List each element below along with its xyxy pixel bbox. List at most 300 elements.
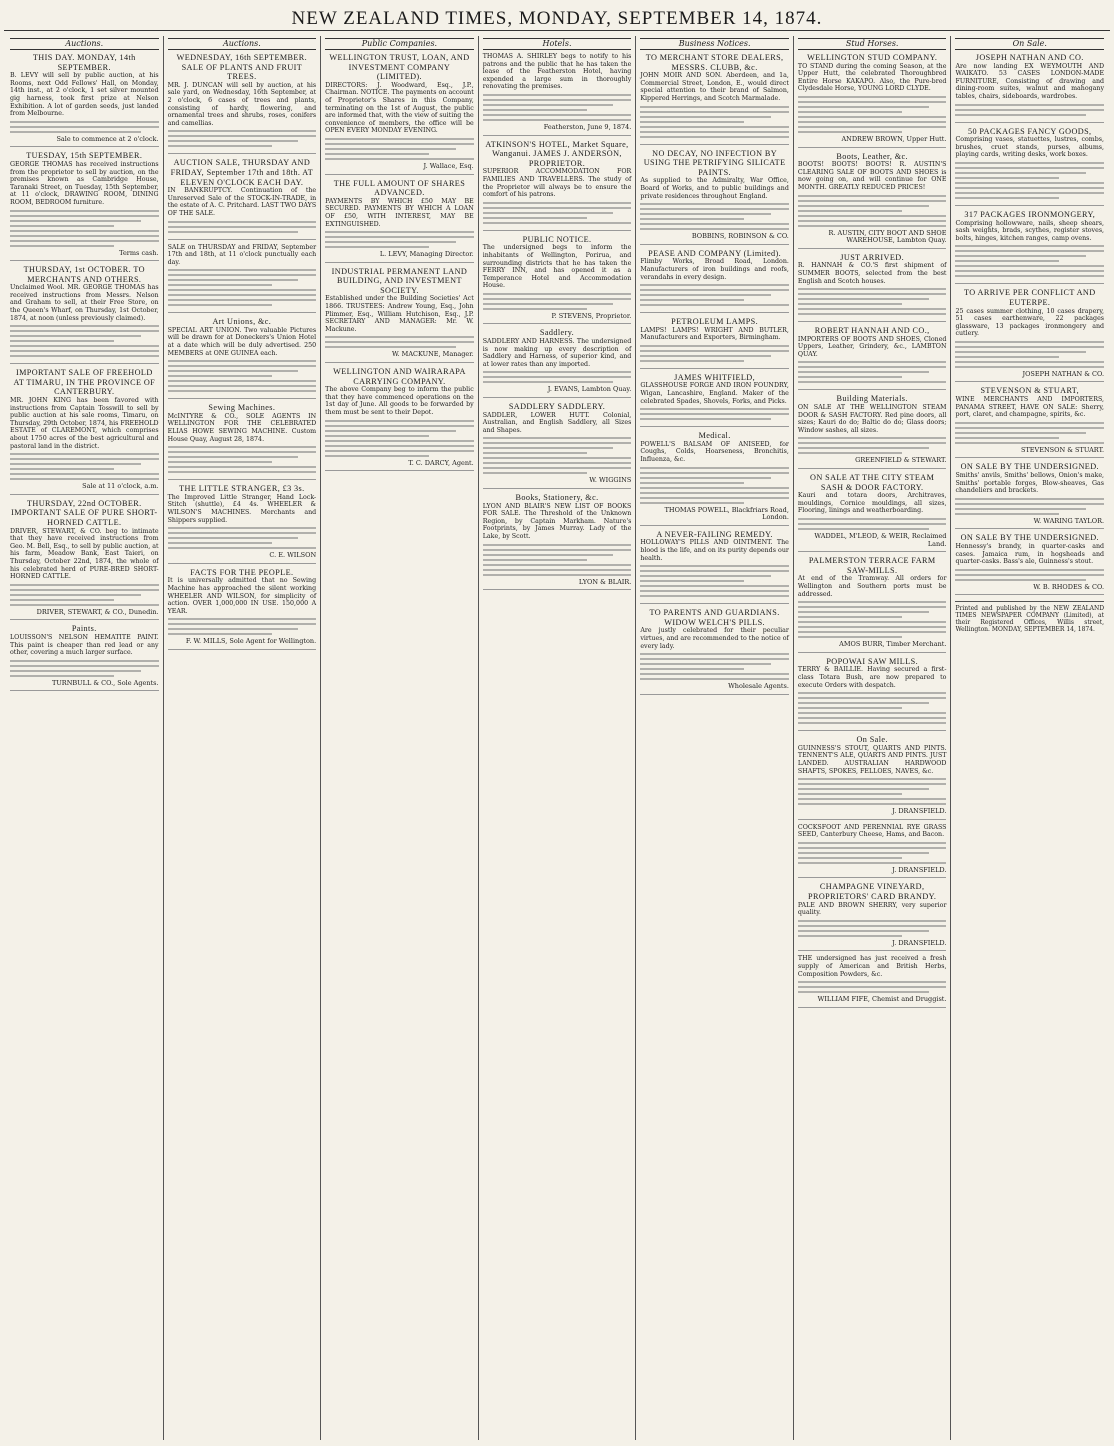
print-line bbox=[798, 101, 947, 103]
ad-title: ROBERT HANNAH AND CO., bbox=[814, 326, 930, 336]
print-line bbox=[955, 109, 1104, 111]
print-line bbox=[10, 453, 159, 455]
print-line bbox=[640, 477, 771, 479]
advertisement bbox=[640, 149, 789, 245]
ad-signature: F. W. MILLS, Sole Agent for Wellington. bbox=[185, 637, 317, 646]
small-print-lines bbox=[483, 437, 632, 474]
small-print-lines bbox=[325, 138, 474, 160]
ad-body: POWELL'S BALSAM OF ANISEED, for Coughs, Colds, Hoarseness, Bronchitis, Influenza, &c. bbox=[640, 440, 789, 464]
ad-body: Are now landing EX WEYMOUTH AND WAIKATO. 53 CASES LONDON-MADE FURNITURE, Consisting of drawing and dining-room suites, walnut and mahogany tables, chairs, sideboards, wardrobes. bbox=[955, 62, 1105, 100]
print-line bbox=[798, 298, 929, 300]
print-line bbox=[640, 653, 789, 655]
print-line bbox=[10, 335, 141, 337]
print-line bbox=[168, 370, 299, 372]
print-line bbox=[483, 99, 632, 101]
print-line bbox=[798, 288, 947, 290]
print-line bbox=[640, 487, 789, 489]
small-print-lines bbox=[168, 446, 317, 473]
print-line bbox=[798, 783, 947, 785]
ad-signature: WADDEL, M'LEOD, & WEIR, Reclaimed Land. bbox=[814, 532, 947, 548]
ad-signature: J. DRANSFIELD. bbox=[892, 807, 947, 816]
small-print-lines bbox=[10, 210, 159, 247]
print-line bbox=[955, 508, 1086, 510]
small-print-lines bbox=[483, 202, 632, 224]
print-line bbox=[798, 111, 902, 113]
print-line bbox=[798, 606, 947, 608]
print-line bbox=[10, 458, 159, 460]
print-line bbox=[798, 376, 902, 378]
ad-title: TO MERCHANT STORE DEALERS, MESSRS. CLUBB, &c. bbox=[645, 53, 784, 72]
ad-signature: TURNBULL & CO., Sole Agents. bbox=[51, 678, 159, 687]
small-print-lines bbox=[168, 527, 317, 549]
print-line bbox=[640, 126, 789, 128]
small-print-lines bbox=[10, 453, 159, 480]
advertisement bbox=[798, 253, 947, 322]
print-line bbox=[640, 565, 789, 567]
ad-signature: Wholesale Agents. bbox=[728, 682, 789, 691]
ad-signature: W. B. RHODES & CO. bbox=[1033, 582, 1105, 591]
advertisement bbox=[10, 151, 159, 261]
print-line bbox=[798, 210, 902, 212]
small-print-lines bbox=[798, 437, 947, 454]
print-line bbox=[798, 447, 929, 449]
print-line bbox=[325, 435, 429, 437]
advertisement bbox=[798, 394, 947, 469]
advertisement bbox=[325, 179, 474, 263]
print-line bbox=[10, 463, 141, 465]
print-line bbox=[798, 195, 947, 197]
small-print-lines bbox=[483, 544, 632, 576]
print-line bbox=[168, 385, 317, 387]
print-line bbox=[168, 527, 317, 529]
ad-title: Sewing Machines. bbox=[208, 403, 276, 413]
advertisement bbox=[955, 127, 1104, 206]
ad-body: As supplied to the Admiralty, War Office, Board of Works, and to public buildings and private residences throughout England. bbox=[640, 177, 789, 200]
print-line bbox=[798, 717, 947, 719]
ad-title: TO PARENTS AND GUARDIANS. WIDOW WELCH'S PILLS. bbox=[649, 608, 780, 627]
print-line bbox=[168, 304, 272, 306]
print-line bbox=[325, 236, 474, 238]
section-heading: Auctions. bbox=[10, 38, 159, 50]
ad-body: Unclaimed Wool. MR. GEORGE THOMAS has received instructions from Messrs. Nelson and Graham to sell, at their Free Store, on the Queen's Wharf, on Thursday, 1st October, 1874, at noon (unless previously claimed). bbox=[10, 284, 159, 322]
print-line bbox=[483, 574, 632, 576]
column-5 bbox=[635, 36, 793, 1440]
print-line bbox=[955, 341, 1104, 343]
advertisement bbox=[325, 53, 474, 175]
advertisement bbox=[798, 326, 947, 390]
print-line bbox=[798, 303, 902, 305]
advertisement bbox=[10, 624, 159, 691]
ad-body: SUPERIOR ACCOMMODATION FOR FAMILIES AND TRAVELLERS. The study of the Proprietor will always be to ensure the comfort of his patrons. bbox=[482, 168, 632, 199]
ad-title: INDUSTRIAL PERMANENT LAND BUILDING, AND INVESTMENT SOCIETY. bbox=[331, 266, 468, 295]
print-line bbox=[640, 228, 789, 230]
print-line bbox=[483, 554, 614, 556]
print-line bbox=[798, 925, 947, 927]
print-line bbox=[325, 425, 474, 427]
ad-signature: AMOS BURR, Timber Merchant. bbox=[839, 640, 947, 649]
ad-signature: Terms cash. bbox=[119, 248, 159, 257]
ad-signature: R. AUSTIN, CITY BOOT AND SHOE WAREHOUSE, Lambton Quay. bbox=[828, 228, 947, 245]
ad-body: HOLLOWAY'S PILLS AND OINTMENT. The blood is the life, and on its purity depends our health. bbox=[640, 539, 789, 562]
print-line bbox=[168, 375, 272, 377]
print-line bbox=[168, 623, 317, 625]
print-line bbox=[798, 528, 929, 530]
print-line bbox=[955, 361, 1104, 363]
ad-signature: L. LEVY, Managing Director. bbox=[379, 250, 474, 259]
ad-title: THURSDAY, 22nd OCTOBER. IMPORTANT SALE OF PURE SHORT-HORNED CATTLE. bbox=[11, 498, 158, 527]
print-line bbox=[10, 604, 159, 606]
print-line bbox=[640, 136, 789, 138]
ad-body: COCKSFOOT AND PERENNIAL RYE GRASS SEED, Canterbury Cheese, Hams, and Bacon. bbox=[797, 823, 947, 839]
print-line bbox=[955, 422, 1104, 424]
print-line bbox=[483, 457, 632, 459]
ad-title: PUBLIC NOTICE. bbox=[522, 234, 592, 244]
print-line bbox=[483, 308, 587, 310]
ad-title: TUESDAY, 15th SEPTEMBER. bbox=[26, 151, 143, 161]
small-print-lines bbox=[168, 221, 317, 233]
ad-body: LOUISSON'S NELSON HEMATITE PAINT. This paint is cheaper than red lead or any other, covering a much larger surface. bbox=[10, 633, 159, 657]
ad-title: PALMERSTON TERRACE FARM SAW-MILLS. bbox=[808, 556, 936, 575]
section-heading: Stud Horses. bbox=[798, 38, 947, 50]
print-line bbox=[798, 106, 929, 108]
ad-body: BOOTS! BOOTS! BOOTS! R. AUSTIN'S CLEARING SALE OF BOOTS AND SHOES is now going on, and will continue for ONE MONTH. GREATLY REDUCED PRICES! bbox=[797, 161, 947, 191]
print-line bbox=[640, 418, 771, 420]
ad-body: MR. JOHN KING has been favored with instructions from Captain Tosswill to sell by public auction at his sale rooms, Timaru, on Thursday, 29th October, 1874, his FREEHOLD ESTATE of CLAREMONT, which comprises about 1750 acres of the best agricultural and pastoral land in the district. bbox=[10, 397, 159, 450]
small-print-lines bbox=[640, 203, 789, 230]
print-line bbox=[955, 270, 1104, 272]
ad-title: AUCTION SALE, THURSDAY AND FRIDAY, September 17th and 18th. AT ELEVEN O'CLOCK EACH DAY. bbox=[170, 158, 314, 187]
print-line bbox=[640, 355, 771, 357]
advertisement bbox=[483, 328, 632, 398]
print-line bbox=[640, 413, 789, 415]
advertisement bbox=[483, 402, 632, 489]
ad-title: ON SALE BY THE UNDERSIGNED. bbox=[960, 533, 1099, 543]
ad-title: STEVENSON & STUART, bbox=[980, 386, 1080, 396]
section-heading: On Sale. bbox=[955, 38, 1104, 50]
small-print-lines bbox=[798, 96, 947, 133]
print-line bbox=[798, 930, 929, 932]
print-line bbox=[10, 589, 159, 591]
print-line bbox=[798, 636, 902, 638]
ad-signature: WILLIAM FIFE, Chemist and Druggist. bbox=[817, 995, 947, 1004]
small-print-lines bbox=[10, 121, 159, 133]
small-print-lines bbox=[955, 498, 1104, 515]
ad-body: TO STAND during the coming Season, at the Upper Hutt, the celebrated Thoroughbred Entire Horse KAKAPO. Also, the Pure-bred Clydesdale Horse, YOUNG LORD CLYDE. bbox=[797, 62, 947, 93]
ad-signature: Featherston, June 9, 1874. bbox=[543, 122, 632, 131]
print-line bbox=[168, 446, 317, 448]
print-line bbox=[798, 116, 947, 118]
ad-title: PETROLEUM LAMPS. bbox=[671, 317, 759, 327]
print-line bbox=[640, 590, 789, 592]
ad-title: SADDLERY SADDLERY. bbox=[508, 402, 606, 412]
print-line bbox=[483, 564, 632, 566]
print-line bbox=[325, 430, 456, 432]
print-line bbox=[483, 293, 632, 295]
column-2 bbox=[163, 36, 321, 1440]
print-line bbox=[325, 346, 456, 348]
print-line bbox=[10, 670, 141, 672]
ad-title: JOSEPH NATHAN AND CO. bbox=[975, 53, 1084, 62]
print-line bbox=[483, 467, 632, 469]
print-line bbox=[955, 245, 1104, 247]
print-line bbox=[955, 574, 1104, 576]
print-line bbox=[10, 350, 159, 352]
print-line bbox=[168, 294, 317, 296]
print-line bbox=[325, 143, 474, 145]
advertisement bbox=[955, 533, 1104, 595]
print-line bbox=[955, 442, 1104, 444]
print-line bbox=[955, 114, 1086, 116]
ad-body: TERRY & BAILLIE. Having secured a first-class Totara Bush, are now prepared to execute Orders with despatch. bbox=[797, 666, 947, 689]
ad-body: Comprising vases, statuettes, lustres, combs, brushes, cruet stands, purses, albums, playing cards, writing desks, work boxes. bbox=[955, 136, 1105, 159]
advertisement bbox=[798, 955, 947, 1007]
print-line bbox=[10, 240, 159, 242]
ad-title: Boots, Leather, &c. bbox=[836, 151, 908, 161]
print-line bbox=[955, 250, 1104, 252]
ad-signature: ANDREW BROWN, Upper Hutt. bbox=[841, 134, 947, 143]
advertisement bbox=[955, 210, 1104, 284]
advertisement bbox=[325, 267, 474, 363]
print-line bbox=[798, 986, 947, 988]
print-line bbox=[640, 482, 744, 484]
ad-signature: J. Wallace, Esq. bbox=[423, 161, 474, 170]
print-line bbox=[798, 361, 947, 363]
print-line bbox=[798, 616, 902, 618]
print-line bbox=[640, 350, 789, 352]
print-line bbox=[798, 798, 947, 800]
print-line bbox=[10, 660, 159, 662]
advertisement bbox=[798, 882, 947, 951]
print-line bbox=[325, 246, 429, 248]
ad-signature: Sale to commence at 2 o'clock. bbox=[56, 134, 159, 143]
print-line bbox=[325, 336, 474, 338]
print-line bbox=[483, 376, 632, 378]
advertisement bbox=[798, 152, 947, 249]
print-line bbox=[798, 778, 947, 780]
ad-body: SPECIAL ART UNION. Two valuable Pictures will be drawn for at Doneckers's Union Hotel at a date which will be duly advertised. 250 MEMBERS at ONE GUINEA each. bbox=[167, 326, 317, 357]
advertisement bbox=[798, 556, 947, 653]
ad-signature: Sale at 11 o'clock, a.m. bbox=[82, 482, 159, 491]
print-line bbox=[483, 119, 632, 121]
ad-title: Building Materials. bbox=[836, 394, 908, 404]
section-heading: Hotels. bbox=[483, 38, 632, 50]
print-line bbox=[955, 579, 1086, 581]
ad-body: IN BANKRUPTCY. Continuation of the Unreserved Sale of the STOCK-IN-TRADE, in the estate of A. C. Pritchard. LAST TWO DAYS OF THE SALE. bbox=[167, 187, 317, 217]
small-print-lines bbox=[325, 420, 474, 457]
advertisement bbox=[168, 53, 317, 154]
ad-body: LAMPS! LAMPS! WRIGHT AND BUTLER, Manufacturers and Exporters, Birmingham. bbox=[640, 326, 789, 342]
print-line bbox=[168, 547, 317, 549]
masthead: NEW ZEALAND TIMES, MONDAY, SEPTEMBER 14, 1874. bbox=[291, 8, 823, 29]
print-line bbox=[798, 702, 929, 704]
small-print-lines bbox=[325, 336, 474, 348]
small-print-lines bbox=[798, 601, 947, 638]
print-line bbox=[483, 381, 614, 383]
print-line bbox=[798, 381, 947, 383]
print-line bbox=[798, 920, 947, 922]
ad-body: PALE AND BROWN SHERRY, very superior quality. bbox=[797, 901, 947, 917]
print-line bbox=[10, 594, 141, 596]
advertisement bbox=[955, 53, 1104, 123]
ad-title: Saddlery. bbox=[539, 328, 575, 338]
print-line bbox=[10, 473, 159, 475]
small-print-lines bbox=[955, 104, 1104, 116]
print-line bbox=[640, 408, 789, 410]
small-print-lines bbox=[955, 162, 1104, 199]
print-line bbox=[955, 351, 1086, 353]
ad-signature: C. E. WILSON bbox=[269, 551, 317, 560]
print-line bbox=[640, 111, 789, 113]
print-line bbox=[798, 803, 947, 805]
print-line bbox=[640, 570, 789, 572]
ad-title: TO ARRIVE PER CONFLICT AND EUTERPE. bbox=[963, 288, 1096, 307]
column-3 bbox=[320, 36, 478, 1440]
ad-body: 25 cases summer clothing, 10 cases drapery, 51 cases earthenware, 22 packages glassware, 13 packages ironmongery and cutlery. bbox=[955, 307, 1105, 338]
print-line bbox=[483, 298, 632, 300]
ad-body: IMPORTERS OF BOOTS AND SHOES, Cloned Uppers, Leather, Grindery, &c., LAMBTON QUAY. bbox=[797, 335, 947, 358]
print-line bbox=[798, 220, 947, 222]
ad-title: THURSDAY, 1st OCTOBER. TO MERCHANTS AND OTHERS. bbox=[23, 265, 145, 284]
ad-body: LYON AND BLAIR'S NEW LIST OF BOOKS FOR SALE. The Threshold of the Unknown Region, by Captain Markham. Nature's Footprints, by James Murray. Lady of the Lake, by Scott. bbox=[482, 502, 632, 540]
print-line bbox=[640, 580, 744, 582]
print-line bbox=[483, 437, 632, 439]
print-line bbox=[168, 365, 317, 367]
print-line bbox=[168, 231, 299, 233]
print-line bbox=[168, 618, 317, 620]
small-print-lines bbox=[640, 345, 789, 362]
print-line bbox=[798, 523, 947, 525]
ad-signature: JOSEPH NATHAN & CO. bbox=[1022, 369, 1105, 378]
print-line bbox=[640, 213, 771, 215]
ad-title: On Sale. bbox=[856, 735, 888, 745]
ad-body: Are justly celebrated for their peculiar virtues, and are recommended to the notice of every lady. bbox=[640, 627, 789, 650]
print-line bbox=[640, 208, 789, 210]
print-line bbox=[168, 274, 317, 276]
print-line bbox=[798, 852, 929, 854]
ad-body: THE undersigned has just received a fresh supply of American and British Herbs, Composition Powders, &c. bbox=[797, 955, 947, 978]
print-line bbox=[483, 222, 632, 224]
print-line bbox=[325, 450, 474, 452]
advertisement bbox=[168, 484, 317, 564]
advertisement bbox=[798, 53, 947, 148]
print-line bbox=[483, 544, 632, 546]
print-line bbox=[640, 658, 789, 660]
print-line bbox=[955, 182, 1104, 184]
ad-title: ON SALE BY THE UNDERSIGNED. bbox=[960, 462, 1099, 472]
ad-title: IMPORTANT SALE OF FREEHOLD AT TIMARU, IN THE PROVINCE OF CANTERBURY. bbox=[13, 368, 156, 397]
ad-title: THIS DAY. MONDAY, 14th SEPTEMBER. bbox=[32, 53, 136, 72]
ad-signature: T. C. DARCY, Agent. bbox=[408, 458, 474, 467]
print-line bbox=[798, 601, 947, 603]
print-line bbox=[955, 437, 1059, 439]
advertisement bbox=[798, 657, 947, 731]
section-heading: Business Notices. bbox=[640, 38, 789, 50]
print-line bbox=[483, 202, 632, 204]
print-line bbox=[955, 265, 1104, 267]
print-line bbox=[10, 215, 159, 217]
print-line bbox=[955, 513, 1059, 515]
ad-signature: J. EVANS, Lambton Quay. bbox=[547, 385, 632, 394]
print-line bbox=[955, 162, 1104, 164]
print-line bbox=[640, 585, 789, 587]
advertisement bbox=[168, 568, 317, 650]
print-line bbox=[168, 130, 317, 132]
ad-body: Smiths' anvils, Smiths' bellows, Onion's make, Smiths' portable forges, Blow-sheaves, Gas chandeliers and brackets. bbox=[955, 472, 1105, 495]
column-7 bbox=[950, 36, 1108, 1440]
print-line bbox=[10, 468, 114, 470]
print-line bbox=[325, 445, 474, 447]
print-line bbox=[325, 231, 474, 233]
print-line bbox=[325, 153, 429, 155]
column-1 bbox=[6, 36, 163, 1440]
print-line bbox=[640, 284, 789, 286]
print-line bbox=[798, 793, 902, 795]
ad-signature: W. WIGGINS bbox=[589, 476, 632, 485]
ad-body: JOHN MOIR AND SON. Aberdeen, and 1a, Commercial Street, London, E., would direct special attention to their brand of Salmon, Kippered Herrings, and Scotch Marmalade. bbox=[640, 72, 789, 102]
print-line bbox=[798, 935, 902, 937]
print-line bbox=[10, 230, 159, 232]
advertisement bbox=[483, 140, 632, 231]
print-line bbox=[640, 467, 789, 469]
print-line bbox=[955, 177, 1059, 179]
advertisement bbox=[325, 367, 474, 471]
ad-body: The above Company beg to inform the public that they have commenced operations on the 1st day of June. All goods to be forwarded by them must be sent to their Depot. bbox=[325, 386, 474, 416]
ad-signature: THOMAS POWELL, Blackfriars Road, London. bbox=[664, 505, 789, 522]
advertisement bbox=[640, 317, 789, 369]
ad-title: WELLINGTON STUD COMPANY. bbox=[807, 53, 938, 62]
advertisement bbox=[955, 462, 1104, 529]
print-line bbox=[168, 471, 317, 473]
ad-title: CHAMPAGNE VINEYARD, PROPRIETORS' CARD BRANDY. bbox=[808, 882, 937, 902]
print-line bbox=[10, 210, 159, 212]
ad-body: GUINNESS'S STOUT, QUARTS AND PINTS. TENNENT'S ALE, QUARTS AND PINTS. JUST LANDED. AUSTRALIAN HARDWOOD SHAFTS, SPOKES, FELLOES, NAVES, &c. bbox=[797, 744, 947, 775]
advertisement bbox=[10, 53, 159, 147]
print-line bbox=[168, 628, 299, 630]
print-line bbox=[640, 299, 744, 301]
print-line bbox=[640, 294, 771, 296]
masthead-rule bbox=[4, 30, 1110, 31]
advertisement bbox=[168, 403, 317, 480]
print-line bbox=[955, 192, 1104, 194]
ad-body: THOMAS A. SHIRLEY begs to notify to his patrons and the public that he has taken the lease of the Featherston Hotel, having expended a large sum in thoroughly renovating the premises. bbox=[482, 53, 632, 91]
print-line bbox=[10, 330, 159, 332]
advertisement bbox=[168, 317, 317, 399]
print-line bbox=[10, 220, 141, 222]
print-line bbox=[798, 215, 947, 217]
print-line bbox=[168, 221, 317, 223]
small-print-lines bbox=[640, 106, 789, 138]
ad-title: POPOWAI SAW MILLS. bbox=[826, 656, 919, 666]
print-line bbox=[640, 663, 771, 665]
print-line bbox=[798, 121, 947, 123]
small-print-lines bbox=[955, 245, 1104, 277]
small-print-lines bbox=[798, 692, 947, 724]
print-line bbox=[483, 569, 632, 571]
print-line bbox=[168, 380, 317, 382]
advertisement bbox=[640, 530, 789, 604]
print-line bbox=[798, 692, 947, 694]
print-line bbox=[168, 279, 299, 281]
print-line bbox=[798, 442, 947, 444]
print-line bbox=[10, 325, 159, 327]
small-print-lines bbox=[168, 618, 317, 635]
print-line bbox=[640, 203, 789, 205]
small-print-lines bbox=[483, 293, 632, 310]
ad-title: WEDNESDAY, 16th SEPTEMBER. SALE OF PLANTS AND FRUIT TREES. bbox=[176, 53, 308, 82]
print-line bbox=[798, 200, 947, 202]
print-line bbox=[10, 225, 114, 227]
print-line bbox=[798, 96, 947, 98]
